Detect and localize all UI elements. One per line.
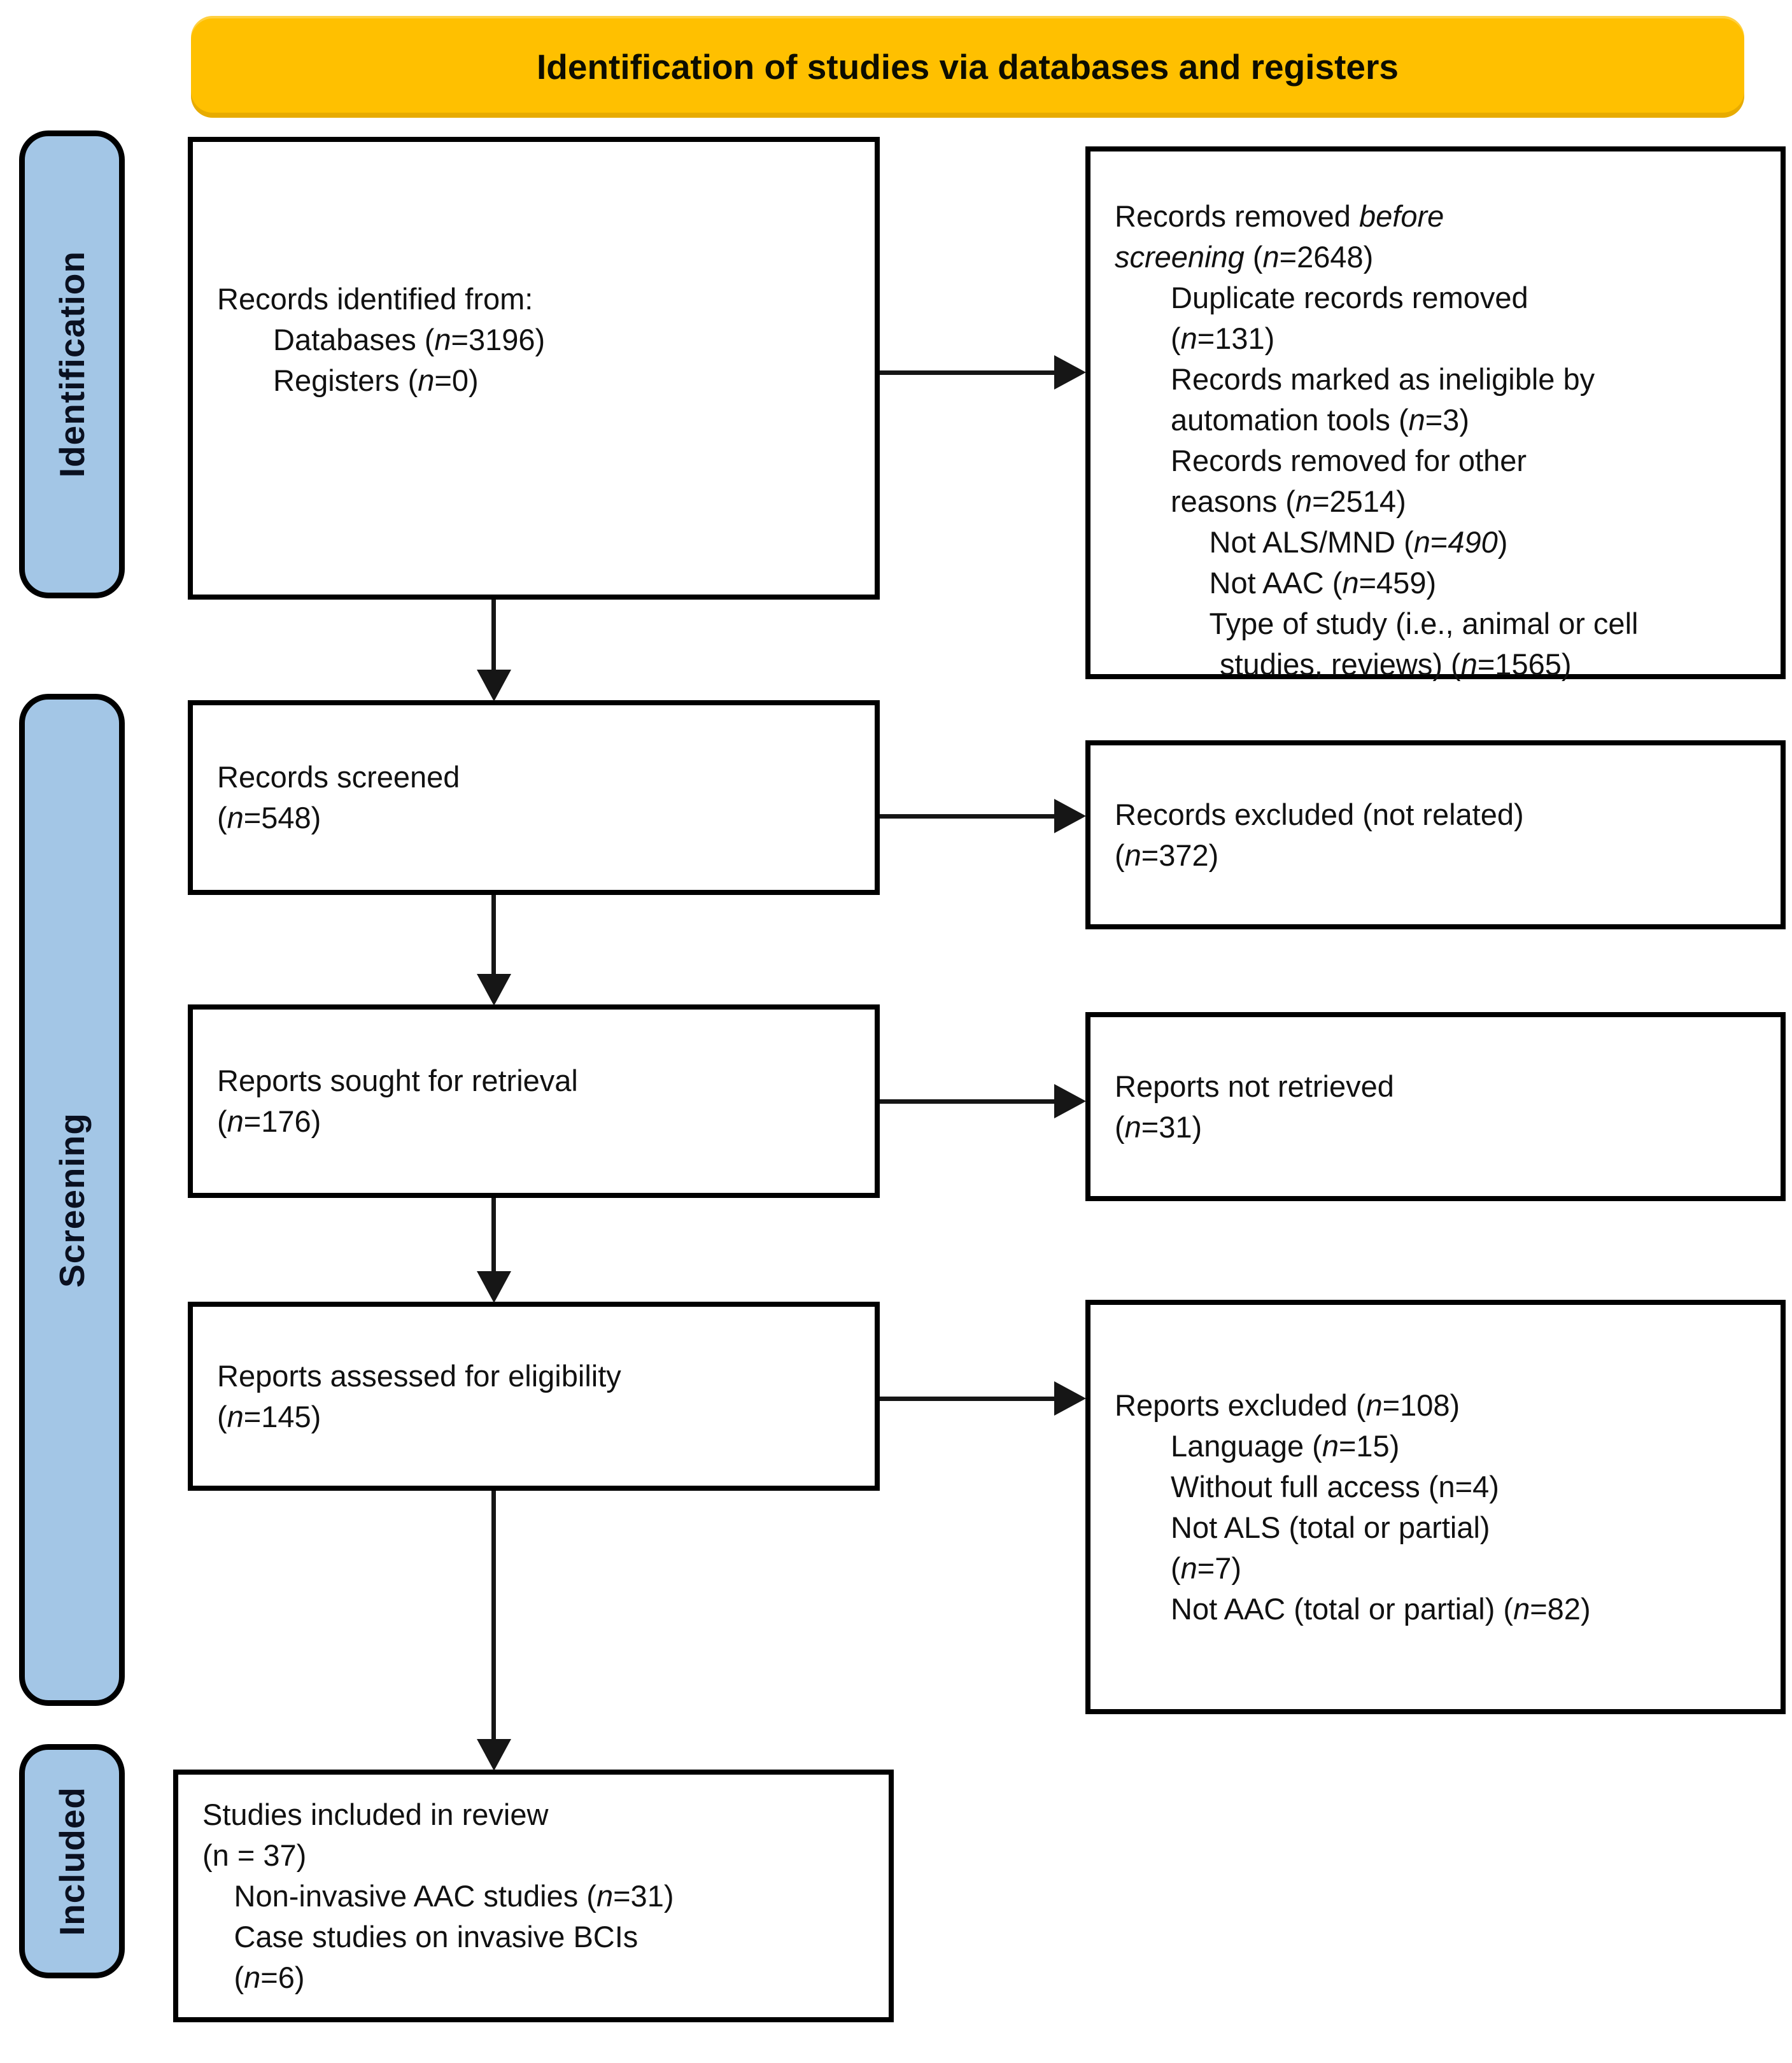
text-line: studies, reviews) (n=1565) bbox=[1220, 647, 1572, 681]
text-line: Case studies on invasive BCIs bbox=[234, 1919, 638, 1954]
arrow-identified-to-screened bbox=[491, 600, 496, 672]
arrowhead-sought-to-assessed bbox=[477, 1271, 511, 1303]
text-line: (n=145) bbox=[217, 1399, 321, 1433]
text-line: Without full access (n=4) bbox=[1171, 1469, 1499, 1503]
box-records-excluded bbox=[1085, 740, 1786, 929]
header-banner bbox=[191, 16, 1744, 118]
text-line: (n = 37) bbox=[202, 1838, 307, 1872]
text-line: Reports assessed for eligibility bbox=[217, 1358, 621, 1393]
text-line: Records excluded (not related) bbox=[1115, 797, 1524, 831]
arrow-screened-to-excluded bbox=[880, 814, 1055, 819]
text-line: (n=131) bbox=[1171, 321, 1275, 355]
arrow-assessed-to-included bbox=[491, 1491, 496, 1741]
text-line: Records identified from: bbox=[217, 281, 533, 316]
box-reports-not-retrieved bbox=[1085, 1012, 1786, 1201]
arrowhead-screened-to-sought bbox=[477, 974, 511, 1006]
text-line: Records removed for other bbox=[1171, 444, 1527, 477]
arrowhead-screened-to-excluded bbox=[1054, 799, 1086, 833]
text-line: Reports sought for retrieval bbox=[217, 1064, 578, 1097]
text-line: Records removed before bbox=[1115, 199, 1444, 233]
text-line: Non-invasive AAC studies (n=31) bbox=[234, 1878, 674, 1913]
box-reports-excluded bbox=[1085, 1300, 1786, 1714]
arrowhead-identified-to-screened bbox=[477, 670, 511, 701]
sidebar-stage-screening bbox=[19, 694, 125, 1706]
arrowhead-identified-to-removed bbox=[1054, 355, 1086, 390]
text-line: automation tools (n=3) bbox=[1171, 403, 1469, 437]
text-line: Not ALS/MND (n=490) bbox=[1209, 525, 1508, 559]
text-line: screening (n=2648) bbox=[1115, 240, 1374, 274]
text-line: (n=31) bbox=[1115, 1109, 1203, 1144]
arrow-assessed-to-excluded bbox=[880, 1397, 1055, 1401]
sidebar-stage-label: Included bbox=[52, 1786, 92, 1936]
text-line: Reports excluded (n=108) bbox=[1115, 1388, 1460, 1422]
text-line: Studies included in review bbox=[202, 1797, 549, 1831]
text-line: Not AAC (total or partial) (n=82) bbox=[1171, 1591, 1591, 1626]
header-title: Identification of studies via databases and registers bbox=[537, 47, 1399, 87]
arrow-identified-to-removed bbox=[880, 370, 1055, 375]
text-line: reasons (n=2514) bbox=[1171, 484, 1406, 518]
text-line: Registers (n=0) bbox=[273, 363, 479, 397]
text-line: Language (n=15) bbox=[1171, 1428, 1400, 1463]
arrowhead-assessed-to-excluded bbox=[1054, 1381, 1086, 1416]
text-line: Databases (n=3196) bbox=[273, 322, 546, 356]
text-line: (n=7) bbox=[1171, 1551, 1242, 1585]
box-records-identified bbox=[188, 137, 880, 600]
box-reports-sought bbox=[188, 1004, 880, 1198]
text-line: Not ALS (total or partial) bbox=[1171, 1510, 1490, 1544]
box-studies-included bbox=[173, 1770, 894, 2022]
text-line: (n=176) bbox=[217, 1104, 321, 1138]
sidebar-stage-included bbox=[19, 1744, 125, 1978]
arrowhead-assessed-to-included bbox=[477, 1739, 511, 1771]
arrowhead-sought-to-not-retrieved bbox=[1054, 1084, 1086, 1118]
text-line: Type of study (i.e., animal or cell bbox=[1209, 607, 1639, 640]
box-reports-assessed bbox=[188, 1302, 880, 1491]
arrow-sought-to-not-retrieved bbox=[880, 1099, 1055, 1104]
text-line: Not AAC (n=459) bbox=[1209, 566, 1437, 600]
text-line: (n=372) bbox=[1115, 838, 1219, 872]
box-records-screened bbox=[188, 700, 880, 895]
text-line: (n=6) bbox=[234, 1960, 305, 1994]
sidebar-stage-identification bbox=[19, 130, 125, 598]
arrow-sought-to-assessed bbox=[491, 1198, 496, 1273]
text-line: Records screened bbox=[217, 760, 460, 794]
sidebar-stage-label: Screening bbox=[52, 1112, 92, 1288]
text-line: Records marked as ineligible by bbox=[1171, 362, 1595, 396]
text-line: (n=548) bbox=[217, 801, 321, 834]
arrow-screened-to-sought bbox=[491, 895, 496, 976]
box-records-removed bbox=[1085, 146, 1786, 679]
text-line: Duplicate records removed bbox=[1171, 281, 1528, 314]
sidebar-stage-label: Identification bbox=[52, 251, 92, 478]
text-line: Reports not retrieved bbox=[1115, 1069, 1394, 1103]
